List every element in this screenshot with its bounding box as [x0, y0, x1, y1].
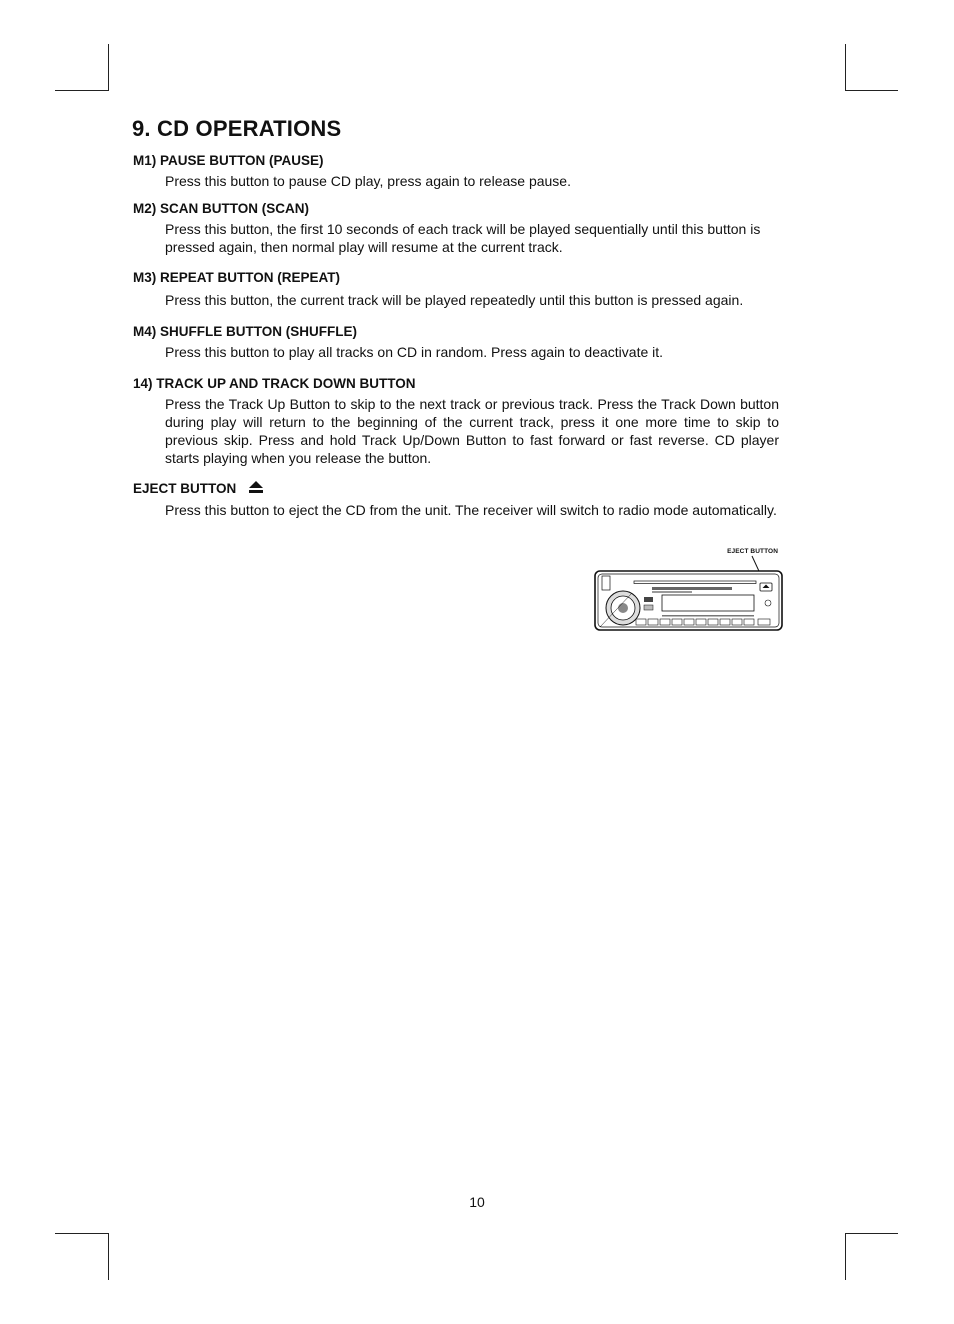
- car-stereo-faceplate-illustration: [592, 545, 784, 633]
- crop-mark-bottom-right-h: [845, 1233, 898, 1234]
- section-shuffle: [133, 323, 779, 361]
- section-heading: M3) REPEAT BUTTON (REPEAT): [133, 270, 341, 285]
- page-title: 9. CD OPERATIONS: [132, 116, 342, 141]
- section-heading: M4) SHUFFLE BUTTON (SHUFFLE): [133, 324, 357, 339]
- section-text: Press this button, the first 10 seconds of each track will be played sequentially until this button is pressed again, then normal play will resume at the current track.: [165, 221, 761, 255]
- crop-mark-top-right-v: [845, 44, 846, 91]
- section-heading-row: [133, 480, 779, 499]
- section-heading: M2) SCAN BUTTON (SCAN): [133, 201, 309, 216]
- section-track-up-down: [133, 375, 779, 467]
- section-text: Press this button, the current track will be played repeatedly until this button is pressed again.: [165, 292, 744, 308]
- car-stereo-figure: [592, 545, 784, 633]
- crop-mark-bottom-left-v: [108, 1233, 109, 1280]
- section-text: Press this button to pause CD play, press again to release pause.: [165, 173, 571, 189]
- section-text: Press this button to play all tracks on CD in random. Press again to deactivate it.: [165, 344, 664, 360]
- section-eject: [133, 480, 779, 519]
- section-heading: 14) TRACK UP AND TRACK DOWN BUTTON: [133, 376, 416, 391]
- section-pause: [133, 152, 779, 190]
- figure-callout-label: EJECT BUTTON: [727, 548, 778, 555]
- section-heading: M1) PAUSE BUTTON (PAUSE): [133, 153, 324, 168]
- section-text: Press the Track Up Button to skip to the next track or previous track. Press the Track Down button during play will return to the beginning of the current track, press it one more time to skip to previous skip. Press and hold Track Up/Down Button to fast forward or fast reverse. CD player starts playing when you release the button.: [165, 396, 779, 466]
- section-repeat: [133, 269, 779, 309]
- eject-icon: [248, 480, 264, 499]
- crop-mark-bottom-left-h: [55, 1233, 108, 1234]
- crop-mark-top-left-h: [55, 90, 108, 91]
- section-text: Press this button to eject the CD from the unit. The receiver will switch to radio mode automatically.: [165, 502, 777, 518]
- crop-mark-top-left-v: [108, 44, 109, 91]
- crop-mark-top-right-h: [845, 90, 898, 91]
- page-number: 10: [469, 1194, 485, 1210]
- section-scan: [133, 200, 779, 256]
- crop-mark-bottom-right-v: [845, 1233, 846, 1280]
- section-heading: EJECT BUTTON: [133, 481, 237, 496]
